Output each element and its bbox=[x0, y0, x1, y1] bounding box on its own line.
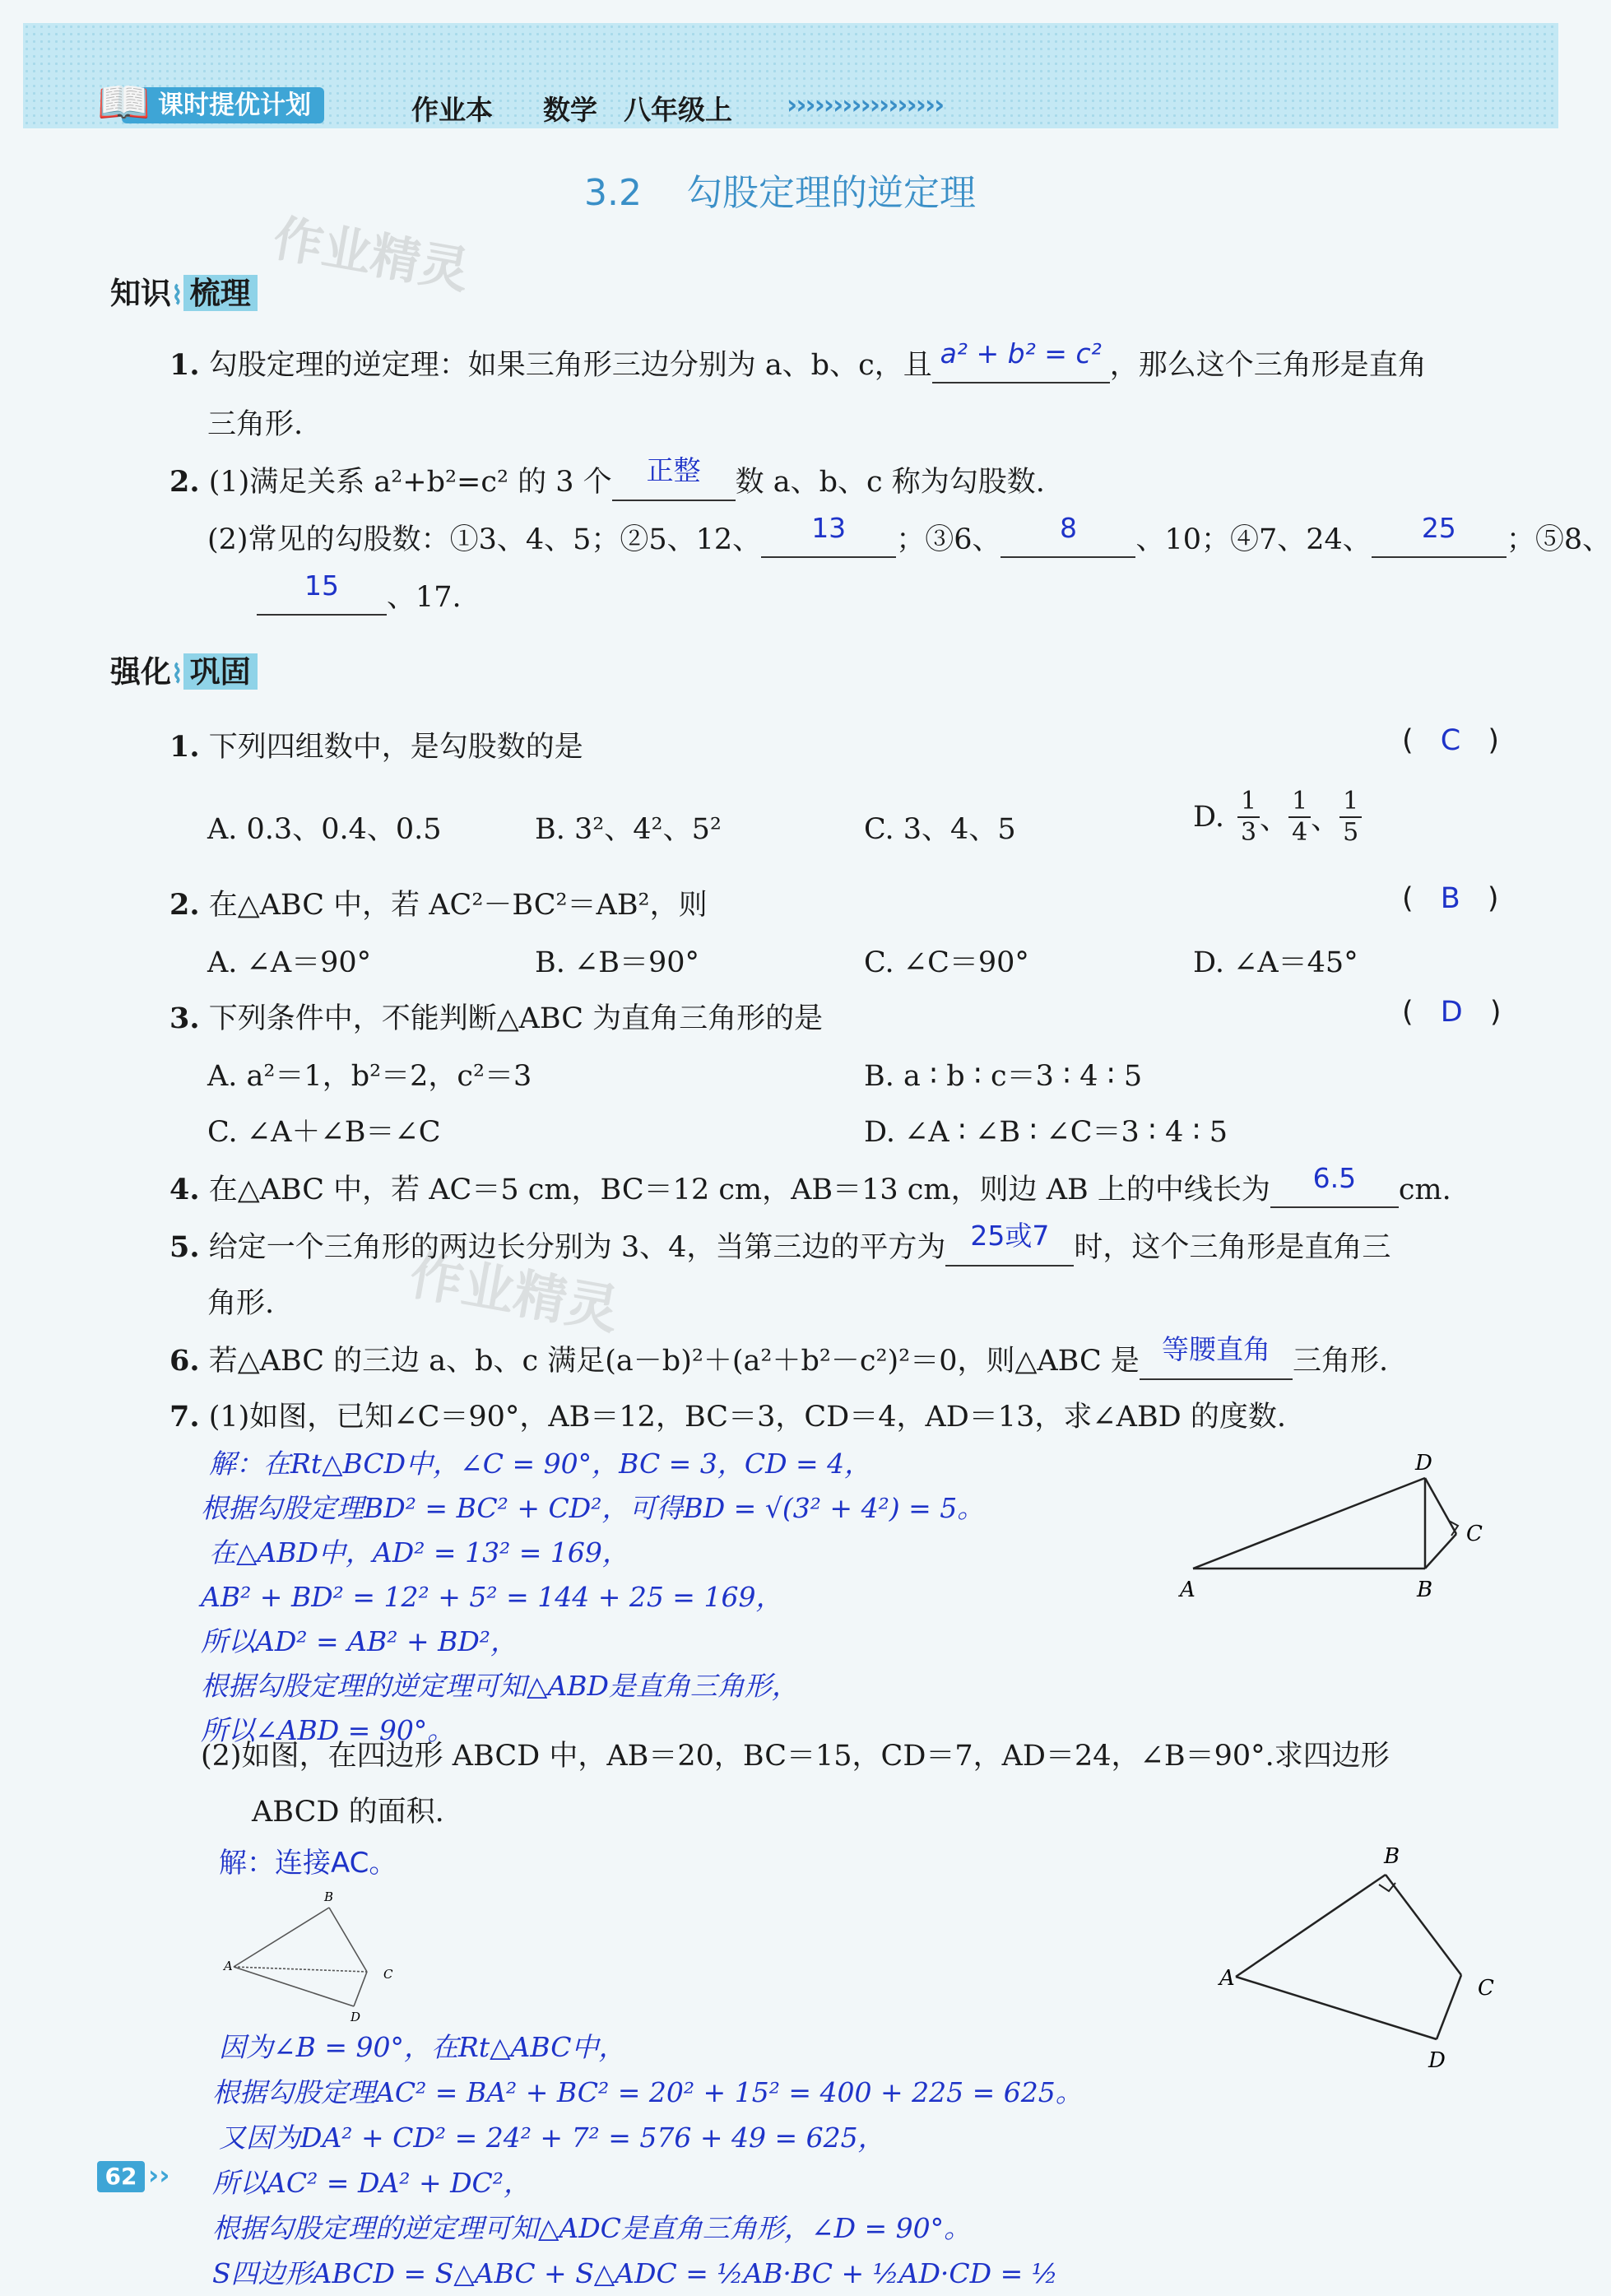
label-a: A bbox=[1180, 1578, 1195, 1602]
q3-option-d: D. ∠A ∶ ∠B ∶ ∠C＝3 ∶ 4 ∶ 5 bbox=[864, 1116, 1228, 1149]
fraction: 1 5 bbox=[1339, 787, 1362, 848]
q2-option-d: D. ∠A＝45° bbox=[1193, 946, 1358, 979]
answer-blank: 正整 bbox=[612, 461, 736, 501]
label-c: C bbox=[1466, 1522, 1483, 1546]
exercise-q3: 3. 下列条件中，不能判断△ABC 为直角三角形的是 bbox=[169, 1002, 824, 1035]
exercise-q6: 6. 若△ABC 的三边 a、b、c 满足(a－b)²＋(a²＋b²－c²)²＝0，则△ABC 是 等腰直角 三角形. bbox=[169, 1338, 1388, 1380]
header-banner bbox=[23, 23, 1558, 128]
segment-cb bbox=[1425, 1534, 1456, 1569]
knowledge-q2-part2: (2)常见的勾股数：①3、4、5；②5、12、 13 ；③6、 8 、10；④7、24、 25 ；⑤8、 bbox=[207, 512, 1611, 556]
label-b: B bbox=[1384, 1844, 1400, 1869]
watermark: 作业精灵 bbox=[268, 209, 474, 301]
q1-option-c: C. 3、4、5 bbox=[864, 813, 1016, 846]
page-number-badge bbox=[97, 2161, 145, 2192]
page-title bbox=[584, 163, 976, 216]
solution-1: 解：在Rt△BCD中，∠C = 90°，BC = 3，CD = 4， 根据勾股定理BD² = BC² + CD²，可得BD = √(3² + 4²) = 5。 在△ABD中，AD² = 13² = 169， AB² + BD² = 12² + 5² = 144 + 25 = 169， 所以AD² = AB² + BD²， 根据勾股定理的逆定理可知△ABD是直角三角形， 所以∠ABD = 90°。 bbox=[201, 1448, 985, 1746]
label-c: C bbox=[1478, 1976, 1494, 2001]
brand-name: 课时提优计划 bbox=[158, 91, 311, 120]
exercise-q7-part2: (2)如图，在四边形 ABCD 中，AB＝20，BC＝15，CD＝7，AD＝24，∠B＝90°.求四边形 bbox=[201, 1740, 1390, 1773]
knowledge-q1: 1. 勾股定理的逆定理：如果三角形三边分别为 a、b、c，且 a² + b² = c² ，那么这个三角形是直角 bbox=[169, 337, 1427, 382]
solution-2: 因为∠B = 90°，在Rt△ABC中， 根据勾股定理AC² = BA² + BC² = 20² + 15² = 400 + 225 = 625。 又因为DA² + CD² = 24² + 7² = 576 + 49 = 625， 所以AC² = DA² + DC²， 根据勾股定理的逆定理可知△ADC是直角三角形，∠D = 90°。 S四边形ABCD = S△ABC + S△ADC = ½AB·BC + ½AD·CD = ½ bbox=[212, 2031, 1083, 2289]
exercise-q5: 5. 给定一个三角形的两边长分别为 3、4，当第三边的平方为 25或7 时，这个三角形是直角三 bbox=[169, 1225, 1390, 1267]
q1-option-a: A. 0.3、0.4、0.5 bbox=[207, 813, 442, 846]
knowledge-q2-part1: 2. (1)满足关系 a²+b²=c² 的 3 个 正整 数 a、b、c 称为勾股数. bbox=[169, 459, 1045, 501]
brand-badge bbox=[97, 78, 324, 128]
book-icon: 📖 bbox=[97, 78, 151, 128]
exercise-q7-part1: 7. (1)如图，已知∠C＝90°，AB＝12，BC＝3，CD＝4，AD＝13，求∠ABD 的度数. bbox=[169, 1400, 1286, 1434]
sketch-label-d: D bbox=[351, 2010, 361, 2024]
exercise-q1: 1. 下列四组数中，是勾股数的是 bbox=[169, 730, 583, 764]
label-d: D bbox=[1428, 2048, 1446, 2073]
segment-ad bbox=[1193, 1478, 1425, 1569]
grade: 八年级上 bbox=[624, 94, 732, 126]
hand-sketch bbox=[222, 1885, 403, 2024]
fraction: 1 4 bbox=[1288, 787, 1311, 848]
q2-option-c: C. ∠C＝90° bbox=[864, 946, 1029, 979]
answer-paren-q2: ( B ) bbox=[1402, 882, 1499, 915]
section-number: 3.2 bbox=[584, 172, 642, 214]
section-heading-exercises: 强化⌇ 巩固 bbox=[110, 647, 258, 691]
q1-option-b: B. 3²、4²、5² bbox=[535, 813, 722, 846]
answer-paren-q1: ( C ) bbox=[1402, 724, 1500, 757]
knowledge-q2-part2-line2: 15 、17. bbox=[257, 574, 462, 616]
exercise-q4: 4. 在△ABC 中，若 AC＝5 cm，BC＝12 cm，AB＝13 cm，则边 AB 上的中线长为 6.5 cm. bbox=[169, 1162, 1451, 1206]
exercise-q7-part2-line2: ABCD 的面积. bbox=[252, 1796, 444, 1829]
book-title: 作业本 bbox=[411, 94, 493, 126]
sketch-label-a: A bbox=[224, 1959, 233, 1973]
label-b: B bbox=[1417, 1578, 1433, 1602]
subject: 数学 bbox=[543, 94, 597, 126]
sketch-cd bbox=[354, 1972, 367, 2006]
label-d: D bbox=[1415, 1451, 1432, 1476]
q3-option-c: C. ∠A＋∠B＝∠C bbox=[207, 1116, 441, 1149]
q3-option-a: A. a²＝1，b²＝2，c²＝3 bbox=[207, 1060, 532, 1093]
page-number: 62 bbox=[104, 2163, 137, 2190]
answer-blank: 25或7 bbox=[945, 1226, 1074, 1267]
figure-1 bbox=[1168, 1448, 1514, 1605]
sketch-ab bbox=[234, 1908, 329, 1967]
segment-ab bbox=[1236, 1875, 1386, 1977]
answer-blank: 8 bbox=[1000, 523, 1135, 558]
q1-option-d: D. 1 3 、 1 4 、 1 5 bbox=[1193, 787, 1362, 848]
segment-bc bbox=[1386, 1875, 1461, 1975]
exercise-q5-line2: 角形. bbox=[207, 1287, 275, 1320]
section-heading-knowledge: 知识⌇ 梳理 bbox=[110, 268, 258, 313]
answer-blank: 15 bbox=[257, 581, 387, 616]
segment-cd bbox=[1437, 1975, 1461, 2039]
q3-option-b: B. a ∶ b ∶ c＝3 ∶ 4 ∶ 5 bbox=[864, 1060, 1143, 1093]
solution-2-head: 解：连接AC。 bbox=[219, 1847, 397, 1880]
answer-paren-q3: ( D ) bbox=[1402, 996, 1502, 1029]
sketch-label-b: B bbox=[324, 1889, 334, 1904]
segment-da bbox=[1236, 1977, 1437, 2039]
segment-dc bbox=[1425, 1478, 1456, 1534]
answer-blank: a² + b² = c² bbox=[932, 349, 1110, 383]
knowledge-q1-line2: 三角形. bbox=[207, 408, 304, 441]
answer-blank: 25 bbox=[1372, 523, 1507, 558]
fraction: 1 3 bbox=[1237, 787, 1260, 848]
answer-blank: 6.5 bbox=[1270, 1174, 1399, 1208]
sketch-da bbox=[234, 1967, 354, 2006]
q2-option-b: B. ∠B＝90° bbox=[535, 946, 700, 979]
sketch-bc bbox=[329, 1908, 367, 1972]
section-title: 勾股定理的逆定理 bbox=[685, 172, 976, 214]
sketch-label-c: C bbox=[383, 1967, 393, 1982]
sketch-ac bbox=[234, 1967, 367, 1972]
label-a: A bbox=[1219, 1966, 1235, 1991]
q2-option-a: A. ∠A＝90° bbox=[207, 946, 372, 979]
page-number-arrows-icon: ›› bbox=[148, 2159, 170, 2191]
arrow-decoration: ››››››››››››››››› bbox=[787, 89, 944, 120]
exercise-q2: 2. 在△ABC 中，若 AC²－BC²＝AB²，则 bbox=[169, 888, 708, 922]
wave-icon: ⌇ bbox=[171, 660, 183, 689]
figure-2 bbox=[1209, 1837, 1522, 2084]
watermark-2: 作业精灵 bbox=[405, 1245, 624, 1342]
answer-blank: 等腰直角 bbox=[1140, 1340, 1293, 1380]
answer-blank: 13 bbox=[761, 523, 896, 558]
wave-icon: ⌇ bbox=[171, 281, 183, 310]
